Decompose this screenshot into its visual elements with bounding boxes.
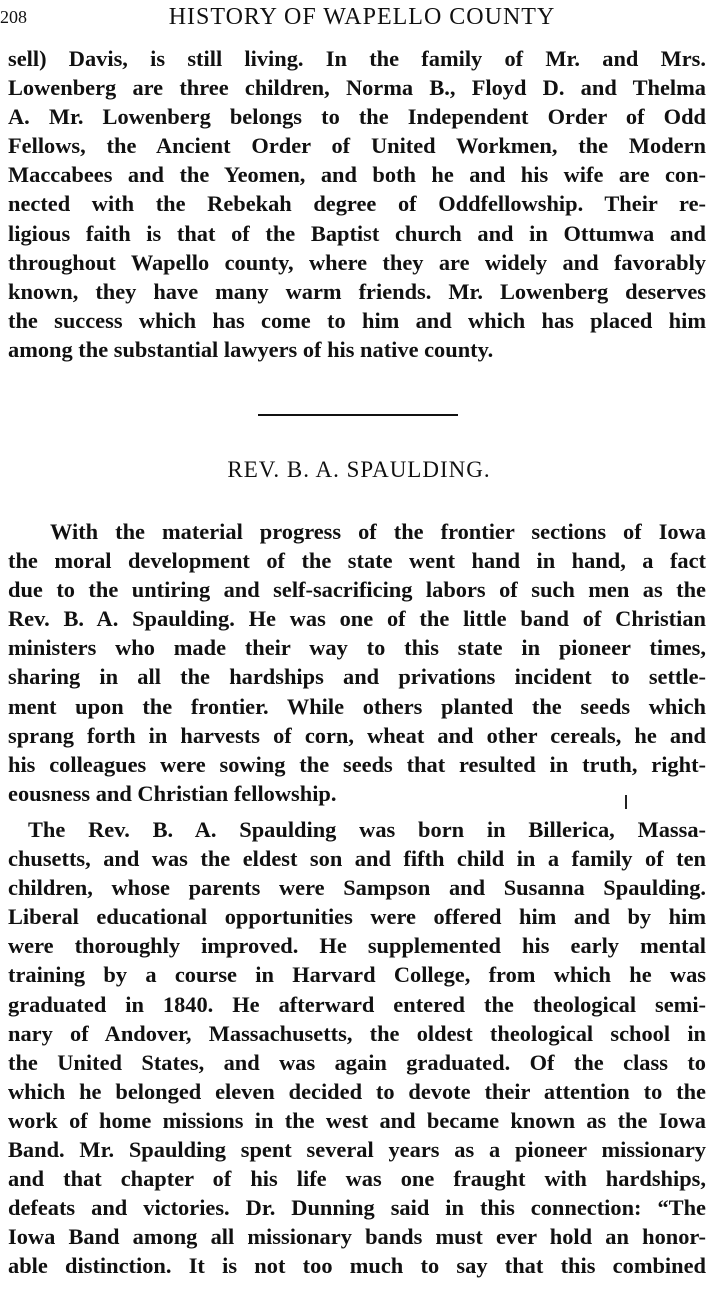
print-mark [625, 795, 627, 809]
text-line: Band. Mr. Spaulding spent several years as a pioneer missionary [8, 1137, 706, 1163]
text-line: The Rev. B. A. Spaulding was born in Billerica, Massa- [28, 817, 706, 842]
text-line: training by a course in Harvard College, from which he was [8, 962, 706, 988]
text-line: sprang forth in harvests of corn, wheat and other cereals, he and [8, 722, 706, 748]
text-line: Fellows, the Ancient Order of United Workmen, the Modern [8, 133, 706, 159]
text-line: nary of Andover, Massachusetts, the oldest theological school in [8, 1020, 706, 1046]
paragraph-spaulding-biography [8, 815, 706, 1281]
section-divider [258, 414, 458, 416]
running-title: HISTORY OF WAPELLO COUNTY [168, 4, 556, 30]
text-line: which he belonged eleven decided to devote their attention to the [8, 1078, 706, 1104]
text-line: work of home missions in the west and became known as the Iowa [8, 1107, 706, 1133]
text-line: graduated in 1840. He afterward entered the theological semi- [8, 991, 706, 1017]
text-line: ligious faith is that of the Baptist church and in Ottumwa and [8, 220, 706, 246]
text-line: his colleagues were sowing the seeds that resulted in truth, right- [8, 751, 706, 777]
text-line: Iowa Band among all missionary bands must ever hold an honor- [8, 1224, 706, 1250]
text-line: Liberal educational opportunities were offered him and by him [8, 904, 706, 930]
text-line: With the material progress of the frontier sections of Iowa [50, 519, 706, 544]
text-line: the success which has come to him and which has placed him [8, 307, 706, 333]
text-line: sell) Davis, is still living. In the family of Mr. and Mrs. [8, 46, 706, 71]
text-line: nected with the Rebekah degree of Oddfellowship. Their re- [8, 191, 706, 217]
text-line: the moral development of the state went hand in hand, a fact [8, 548, 706, 574]
text-line: ment upon the frontier. While others planted the seeds which [8, 693, 706, 719]
text-line: Maccabees and the Yeomen, and both he and his wife are con- [8, 162, 706, 188]
paragraph-spaulding-intro [8, 517, 706, 808]
section-heading: REV. B. A. SPAULDING. [227, 457, 491, 482]
text-line: among the substantial lawyers of his native county. [8, 336, 494, 362]
text-line: able distinction. It is not too much to say that this combined [8, 1253, 706, 1279]
text-line: the United States, and was again graduated. Of the class to [8, 1049, 706, 1075]
text-line: sharing in all the hardships and privations incident to settle- [8, 664, 706, 690]
text-line: defeats and victories. Dr. Dunning said in this connection: “The [8, 1195, 706, 1221]
text-line: ministers who made their way to this state in pioneer times, [8, 635, 706, 661]
text-line: chusetts, and was the eldest son and fifth child in a family of ten [8, 846, 706, 872]
text-line: and that chapter of his life was one fraught with hardships, [8, 1166, 706, 1192]
page-number: 208 [0, 7, 27, 27]
text-line: known, they have many warm friends. Mr. Lowenberg deserves [8, 278, 706, 304]
text-line: Rev. B. A. Spaulding. He was one of the little band of Christian [8, 606, 706, 632]
paragraph-lowenberg-conclusion [8, 44, 706, 364]
text-line: eousness and Christian fellowship. [8, 780, 337, 806]
text-line: Lowenberg are three children, Norma B., Floyd D. and Thelma [8, 75, 706, 101]
text-line: children, whose parents were Sampson and Susanna Spaulding. [8, 875, 706, 901]
text-line: A. Mr. Lowenberg belongs to the Independent Order of Odd [8, 104, 706, 130]
text-line: throughout Wapello county, where they are widely and favorably [8, 249, 706, 275]
text-line: were thoroughly improved. He supplemented his early mental [8, 933, 706, 959]
running-head [0, 2, 718, 34]
text-line: due to the untiring and self-sacrificing labors of such men as the [8, 577, 706, 603]
